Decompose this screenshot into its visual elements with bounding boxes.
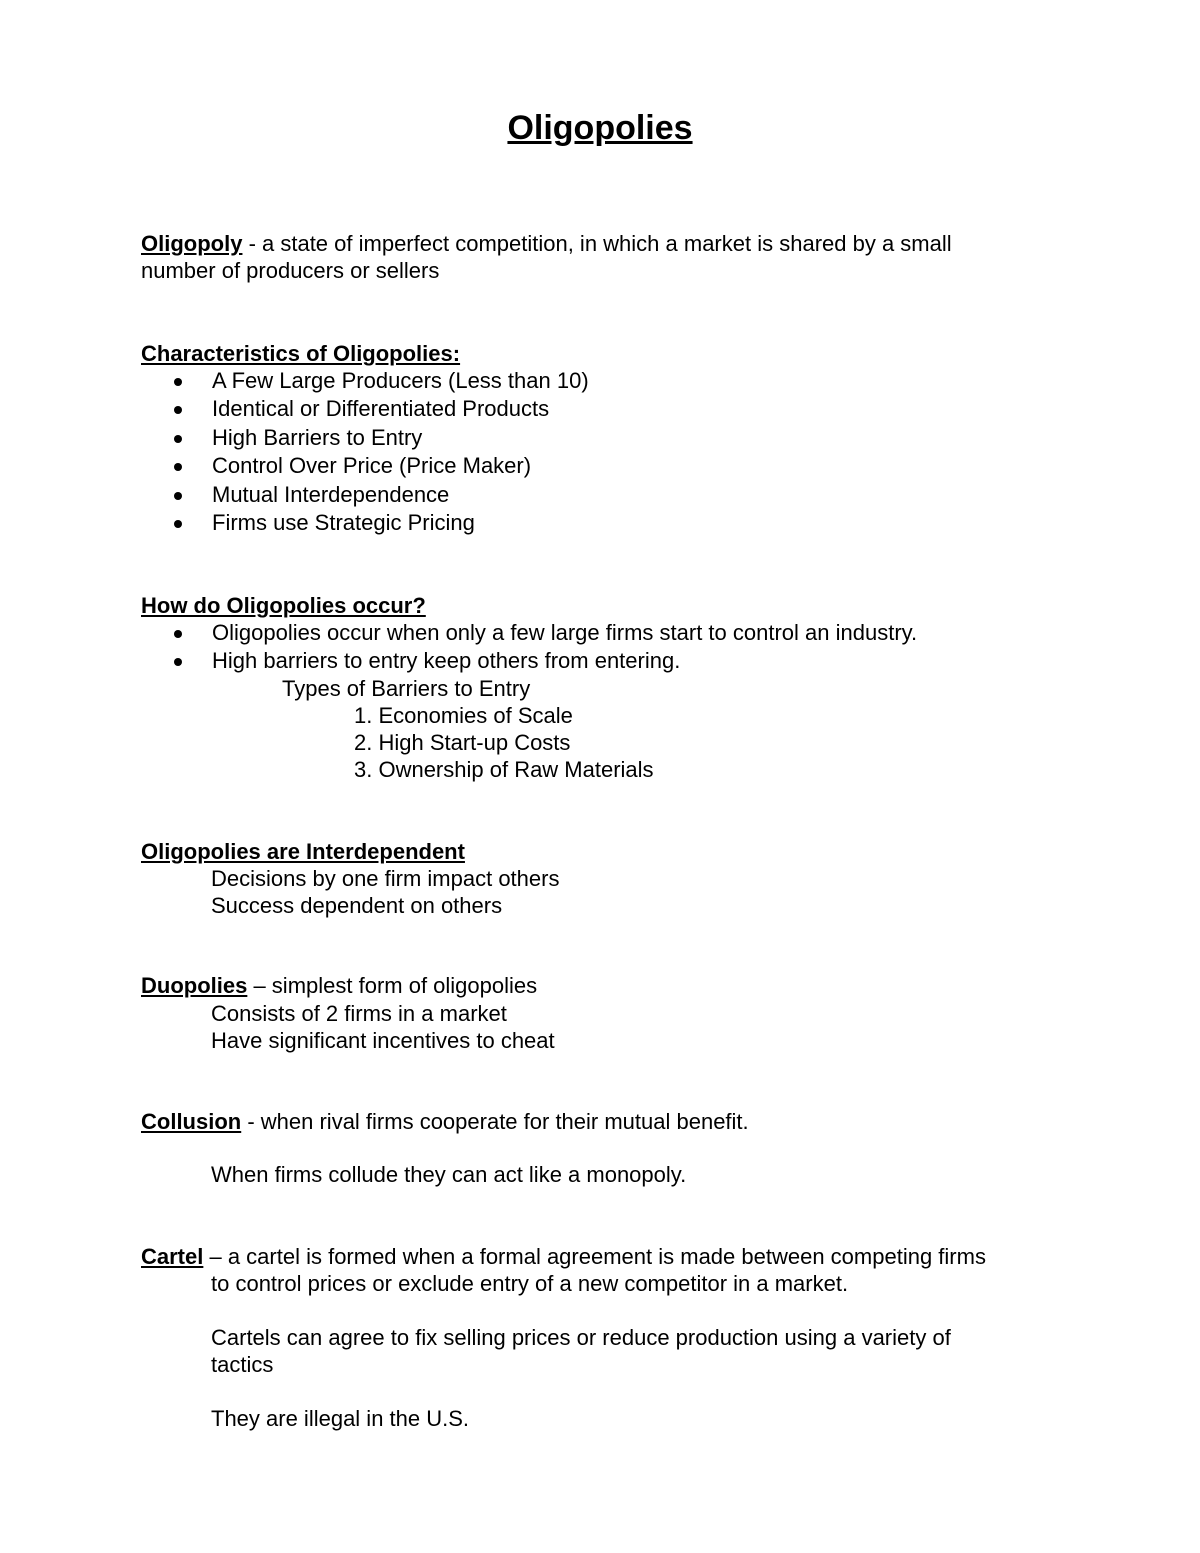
collusion-note: When firms collude they can act like a monopoly. [211,1162,687,1187]
bullet-icon [174,658,182,666]
definition-term: Oligopoly [141,231,243,256]
list-item-text: Oligopolies occur when only a few large firms start to control an industry. [212,620,918,645]
characteristics-heading: Characteristics of Oligopolies: [141,341,461,366]
cartel-note-1: Cartels can agree to fix selling prices or reduce production using a variety of [211,1325,951,1350]
bullet-icon [174,492,182,500]
barriers-heading: Types of Barriers to Entry [282,676,531,701]
bullet-icon [174,630,182,638]
collusion-text: - when rival firms cooperate for their mutual benefit. [241,1109,749,1134]
list-item-text: Mutual Interdependence [212,482,450,507]
page-title: Oligopolies [507,109,693,147]
cartel-text-2: to control prices or exclude entry of a new competitor in a market. [211,1271,849,1296]
cartel-text-1: – a cartel is formed when a formal agreement is made between competing firms [203,1244,986,1269]
cartel-note-2: tactics [211,1352,274,1377]
list-item-text: A Few Large Producers (Less than 10) [212,368,589,393]
collusion-line [141,1108,749,1135]
list-item-text: Identical or Differentiated Products [212,396,550,421]
bullet-icon [174,406,182,414]
list-item-text: High barriers to entry keep others from entering. [212,648,681,673]
bullet-icon [174,463,182,471]
cartel-line-1 [141,1243,986,1270]
duopolies-text: – simplest form of oligopolies [247,973,538,998]
cartel-term: Cartel [141,1244,204,1269]
list-item-text: Control Over Price (Price Maker) [212,453,532,478]
bullet-icon [174,435,182,443]
collusion-term: Collusion [141,1109,242,1134]
bullet-icon [174,520,182,528]
definition-text-1: - a state of imperfect competition, in which a market is shared by a small [242,231,952,256]
interdependent-line: Success dependent on others [211,893,503,918]
bullet-icon [174,378,182,386]
duopolies-detail: Have significant incentives to cheat [211,1028,555,1053]
cartel-legal: They are illegal in the U.S. [211,1406,470,1431]
barrier-item: 1. Economies of Scale [354,703,573,728]
list-item-text: High Barriers to Entry [212,425,423,450]
interdependent-heading: Oligopolies are Interdependent [141,839,465,864]
definition-line-1 [141,230,952,257]
barrier-item: 3. Ownership of Raw Materials [354,757,654,782]
list-item-text: Firms use Strategic Pricing [212,510,475,535]
duopolies-detail: Consists of 2 firms in a market [211,1001,507,1026]
definition-text-2: number of producers or sellers [141,258,440,283]
duopolies-line [141,972,537,999]
occurrence-heading: How do Oligopolies occur? [141,593,426,618]
interdependent-line: Decisions by one firm impact others [211,866,560,891]
duopolies-term: Duopolies [141,973,248,998]
barrier-item: 2. High Start-up Costs [354,730,571,755]
